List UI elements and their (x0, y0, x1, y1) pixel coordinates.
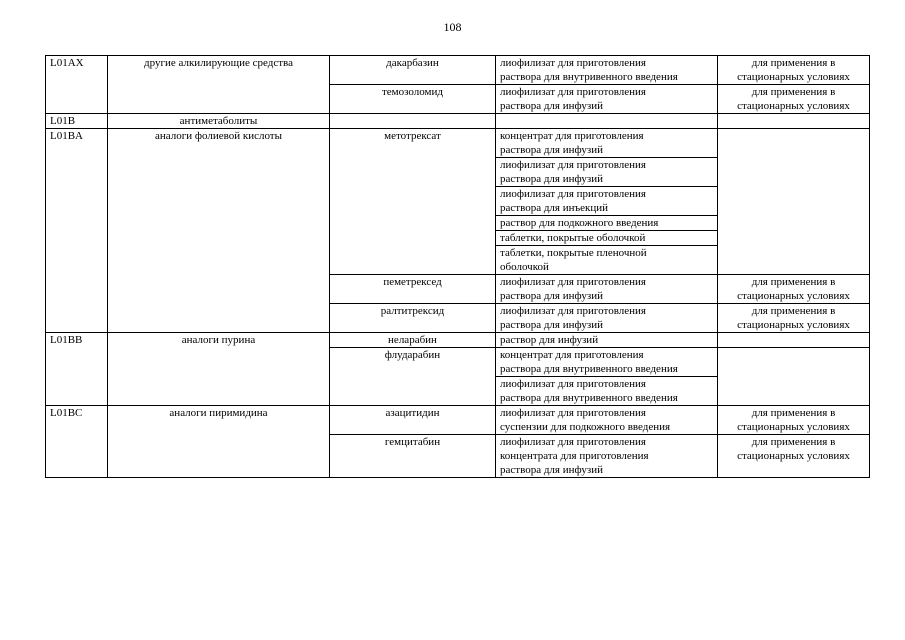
usage-note: для применения в стационарных условиях (718, 85, 870, 114)
table-row (46, 114, 870, 129)
atc-code: L01BB (46, 333, 108, 406)
drug-name: флударабин (330, 348, 496, 406)
dosage-form: лиофилизат для приготовления раствора для инфузий (496, 85, 718, 114)
dosage-form (496, 114, 718, 129)
usage-note (718, 114, 870, 129)
atc-code: L01B (46, 114, 108, 129)
dosage-form: лиофилизат для приготовления раствора для инъекций (496, 187, 718, 216)
drug-name: метотрексат (330, 129, 496, 275)
dosage-form: концентрат для приготовления раствора для внутривенного введения (496, 348, 718, 377)
drug-name: ралтитрексид (330, 304, 496, 333)
atc-code: L01BA (46, 129, 108, 333)
usage-note (718, 348, 870, 406)
drug-table (45, 55, 870, 478)
usage-note: для применения в стационарных условиях (718, 56, 870, 85)
usage-note (718, 129, 870, 275)
usage-note: для применения в стационарных условиях (718, 435, 870, 478)
dosage-form: лиофилизат для приготовления раствора для внутривенного введения (496, 56, 718, 85)
drug-name: неларабин (330, 333, 496, 348)
dosage-form: лиофилизат для приготовления суспензии для подкожного введения (496, 406, 718, 435)
dosage-form: таблетки, покрытые оболочкой (496, 231, 718, 246)
usage-note: для применения в стационарных условиях (718, 304, 870, 333)
group-name: другие алкилирующие средства (108, 56, 330, 114)
dosage-form: таблетки, покрытые пленочной оболочкой (496, 246, 718, 275)
drug-name: азацитидин (330, 406, 496, 435)
usage-note (718, 333, 870, 348)
dosage-form: раствор для подкожного введения (496, 216, 718, 231)
usage-note: для применения в стационарных условиях (718, 275, 870, 304)
dosage-form: концентрат для приготовления раствора для инфузий (496, 129, 718, 158)
table-row (46, 333, 870, 348)
table-row (46, 56, 870, 85)
drug-name: дакарбазин (330, 56, 496, 85)
usage-note: для применения в стационарных условиях (718, 406, 870, 435)
dosage-form: лиофилизат для приготовления раствора для внутривенного введения (496, 377, 718, 406)
dosage-form: лиофилизат для приготовления концентрата для приготовления раствора для инфузий (496, 435, 718, 478)
drug-name: пеметрексед (330, 275, 496, 304)
drug-name: гемцитабин (330, 435, 496, 478)
table-row (46, 129, 870, 158)
group-name: аналоги пиримидина (108, 406, 330, 478)
group-name: аналоги пурина (108, 333, 330, 406)
dosage-form: лиофилизат для приготовления раствора для инфузий (496, 275, 718, 304)
table-row (46, 406, 870, 435)
group-name: антиметаболиты (108, 114, 330, 129)
dosage-form: лиофилизат для приготовления раствора для инфузий (496, 158, 718, 187)
drug-name: темозоломид (330, 85, 496, 114)
atc-code: L01AX (46, 56, 108, 114)
dosage-form: лиофилизат для приготовления раствора для инфузий (496, 304, 718, 333)
dosage-form: раствор для инфузий (496, 333, 718, 348)
group-name: аналоги фолиевой кислоты (108, 129, 330, 333)
drug-name (330, 114, 496, 129)
page-number: 108 (443, 20, 462, 34)
atc-code: L01BC (46, 406, 108, 478)
